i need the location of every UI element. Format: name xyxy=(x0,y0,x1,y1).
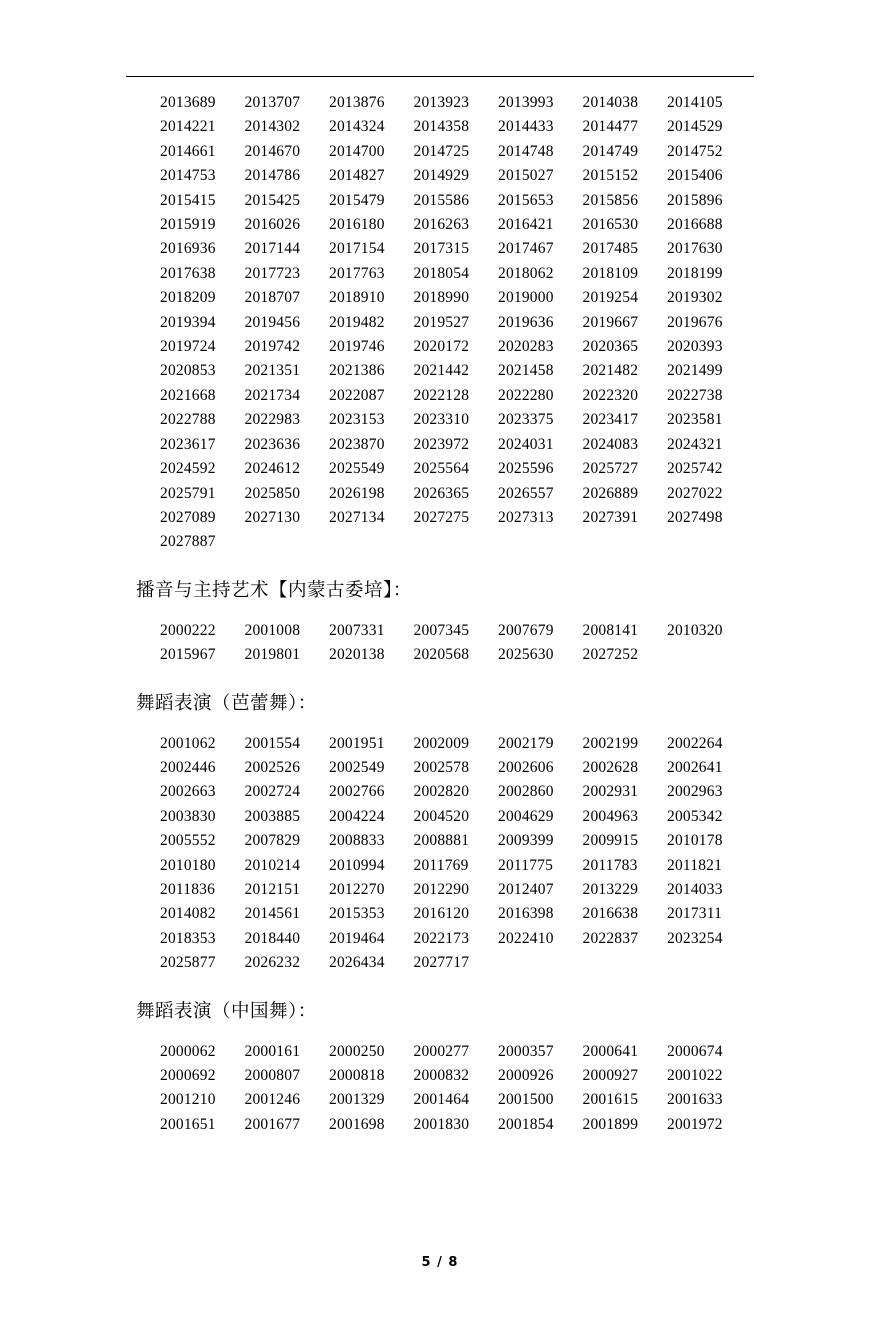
candidate-number: 2002009 xyxy=(413,734,470,752)
candidate-number: 2001246 xyxy=(244,1091,301,1109)
candidate-number: 2021668 xyxy=(160,386,216,404)
candidate-number: 2023375 xyxy=(498,411,554,429)
candidate-number: 2002641 xyxy=(667,758,723,776)
candidate-number: 2014786 xyxy=(244,167,301,185)
candidate-number: 2025791 xyxy=(160,484,216,502)
number-row xyxy=(126,878,754,902)
candidate-number: 2003830 xyxy=(160,807,216,825)
number-row xyxy=(126,213,754,237)
candidate-number: 2008141 xyxy=(582,621,639,639)
candidate-number: 2010214 xyxy=(244,856,301,874)
candidate-number: 2020568 xyxy=(413,646,470,664)
candidate-number: 2015406 xyxy=(667,167,723,185)
candidate-number: 2000674 xyxy=(667,1042,723,1060)
candidate-number: 2021442 xyxy=(413,362,470,380)
candidate-number: 2007331 xyxy=(329,621,385,639)
candidate-number: 2027313 xyxy=(498,508,554,526)
candidate-number: 2014529 xyxy=(667,118,723,136)
candidate-number: 2022983 xyxy=(244,411,301,429)
candidate-number: 2004520 xyxy=(413,807,470,825)
candidate-number: 2024031 xyxy=(498,435,554,453)
candidate-number: 2014752 xyxy=(667,142,723,160)
candidate-number: 2003885 xyxy=(244,807,301,825)
candidate-number: 2012407 xyxy=(498,880,554,898)
candidate-number: 2007829 xyxy=(244,832,301,850)
number-row xyxy=(126,756,754,780)
section-heading: 播音与主持艺术【内蒙古委培】： xyxy=(136,579,412,601)
candidate-number: 2021458 xyxy=(498,362,554,380)
candidate-number: 2017315 xyxy=(413,240,470,258)
candidate-number: 2020138 xyxy=(329,646,385,664)
candidate-number: 2022173 xyxy=(413,929,470,947)
page-number: 5 / 8 xyxy=(421,1255,459,1270)
candidate-number: 2016421 xyxy=(498,216,554,234)
candidate-number: 2002264 xyxy=(667,734,723,752)
candidate-number: 2002549 xyxy=(329,758,385,776)
candidate-number: 2026198 xyxy=(329,484,385,502)
candidate-number: 2018353 xyxy=(160,929,216,947)
candidate-number: 2016263 xyxy=(413,216,470,234)
candidate-number: 2015919 xyxy=(160,216,216,234)
number-row xyxy=(126,619,754,643)
candidate-number: 2027089 xyxy=(160,508,216,526)
candidate-number: 2016936 xyxy=(160,240,216,258)
candidate-number: 2019527 xyxy=(413,313,470,331)
candidate-number: 2025727 xyxy=(582,460,639,478)
candidate-number: 2018209 xyxy=(160,289,216,307)
candidate-number: 2025877 xyxy=(160,954,216,972)
candidate-number: 2010180 xyxy=(160,856,216,874)
candidate-number: 2015586 xyxy=(413,191,470,209)
candidate-number: 2000807 xyxy=(244,1067,301,1084)
number-row xyxy=(126,780,754,804)
candidate-number: 2014749 xyxy=(582,142,639,160)
candidate-number: 2027498 xyxy=(667,508,723,526)
document-page xyxy=(0,76,880,1320)
candidate-number: 2010994 xyxy=(329,856,385,874)
candidate-number: 2004224 xyxy=(329,807,385,825)
candidate-number: 2005552 xyxy=(160,832,216,850)
candidate-number: 2027275 xyxy=(413,508,470,526)
candidate-number: 2019667 xyxy=(582,313,639,331)
candidate-number: 2021734 xyxy=(244,386,301,404)
candidate-number: 2002199 xyxy=(582,734,639,752)
section-heading: 舞蹈表演（中国舞）： xyxy=(136,1000,317,1022)
candidate-number: 2027130 xyxy=(244,508,301,526)
candidate-number: 2022320 xyxy=(582,386,639,404)
candidate-number: 2015967 xyxy=(160,646,216,664)
candidate-number: 2002931 xyxy=(582,783,639,801)
candidate-number: 2027717 xyxy=(413,954,470,972)
candidate-number: 2026365 xyxy=(413,484,470,502)
candidate-number: 2017630 xyxy=(667,240,723,258)
candidate-number: 2019676 xyxy=(667,313,723,331)
section-heading: 舞蹈表演（芭蕾舞）： xyxy=(136,692,317,714)
candidate-number: 2005342 xyxy=(667,807,723,825)
candidate-number: 2015425 xyxy=(244,191,301,209)
candidate-number: 2020283 xyxy=(498,338,554,356)
candidate-number: 2019801 xyxy=(244,646,301,664)
candidate-number: 2024612 xyxy=(244,460,301,478)
candidate-number: 2000926 xyxy=(498,1067,554,1084)
candidate-number: 2019746 xyxy=(329,338,385,356)
number-row xyxy=(126,262,754,286)
candidate-number: 2001677 xyxy=(244,1115,301,1133)
candidate-number: 2002663 xyxy=(160,783,216,801)
candidate-number: 2014561 xyxy=(244,905,301,923)
candidate-number: 2002526 xyxy=(244,758,301,776)
candidate-number: 2017485 xyxy=(582,240,639,258)
candidate-number: 2026434 xyxy=(329,954,385,972)
candidate-number: 2013923 xyxy=(413,94,470,111)
candidate-number: 2014324 xyxy=(329,118,385,136)
candidate-number: 2019254 xyxy=(582,289,639,307)
candidate-number: 2023617 xyxy=(160,435,216,453)
candidate-number: 2018910 xyxy=(329,289,385,307)
candidate-number: 2027391 xyxy=(582,508,639,526)
candidate-number: 2000277 xyxy=(413,1042,470,1060)
number-row xyxy=(126,482,754,506)
candidate-number: 2009915 xyxy=(582,832,639,850)
candidate-number: 2004963 xyxy=(582,807,639,825)
candidate-number: 2019636 xyxy=(498,313,554,331)
number-row xyxy=(126,286,754,310)
candidate-number: 2001210 xyxy=(160,1091,216,1109)
candidate-number: 2001854 xyxy=(498,1115,554,1133)
candidate-number: 2022837 xyxy=(582,929,639,947)
candidate-number: 2026889 xyxy=(582,484,639,502)
candidate-number: 2018199 xyxy=(667,264,723,282)
candidate-number: 2021482 xyxy=(582,362,639,380)
number-row xyxy=(126,311,754,335)
candidate-number: 2015353 xyxy=(329,905,385,923)
candidate-number: 2002724 xyxy=(244,783,301,801)
candidate-number: 2001022 xyxy=(667,1067,723,1084)
number-row xyxy=(126,335,754,359)
candidate-number: 2022410 xyxy=(498,929,554,947)
number-row xyxy=(126,1040,754,1064)
candidate-number: 2024592 xyxy=(160,460,216,478)
candidate-number: 2000927 xyxy=(582,1067,639,1084)
candidate-number: 2025564 xyxy=(413,460,470,478)
candidate-number: 2017638 xyxy=(160,264,216,282)
number-list xyxy=(126,619,754,668)
candidate-number: 2021351 xyxy=(244,362,301,380)
candidate-number: 2018062 xyxy=(498,264,554,282)
candidate-number: 2014748 xyxy=(498,142,554,160)
candidate-number: 2015152 xyxy=(582,167,639,185)
candidate-number: 2001972 xyxy=(667,1115,723,1133)
candidate-number: 2008833 xyxy=(329,832,385,850)
candidate-number: 2009399 xyxy=(498,832,554,850)
candidate-number: 2018054 xyxy=(413,264,470,282)
candidate-number: 2022087 xyxy=(329,386,385,404)
number-row xyxy=(126,140,754,164)
candidate-number: 2001329 xyxy=(329,1091,385,1109)
candidate-number: 2000062 xyxy=(160,1042,216,1060)
candidate-number: 2002766 xyxy=(329,783,385,801)
candidate-number: 2015896 xyxy=(667,191,723,209)
candidate-number: 2001698 xyxy=(329,1115,385,1133)
candidate-number: 2021386 xyxy=(329,362,385,380)
candidate-number: 2022128 xyxy=(413,386,470,404)
candidate-number: 2002820 xyxy=(413,783,470,801)
number-list xyxy=(126,1040,754,1138)
number-row xyxy=(126,189,754,213)
number-row xyxy=(126,115,754,139)
number-row xyxy=(126,457,754,481)
candidate-number: 2012290 xyxy=(413,880,470,898)
candidate-number: 2019742 xyxy=(244,338,301,356)
candidate-number: 2014082 xyxy=(160,905,216,923)
number-row xyxy=(126,506,754,530)
candidate-number: 2001651 xyxy=(160,1115,216,1133)
candidate-number: 2017723 xyxy=(244,264,301,282)
candidate-number: 2014700 xyxy=(329,142,385,160)
document-body xyxy=(126,91,754,1137)
candidate-number: 2002606 xyxy=(498,758,554,776)
candidate-number: 2015653 xyxy=(498,191,554,209)
number-row xyxy=(126,384,754,408)
candidate-number: 2016180 xyxy=(329,216,385,234)
candidate-number: 2019456 xyxy=(244,313,301,331)
candidate-number: 2000250 xyxy=(329,1042,385,1060)
candidate-number: 2001951 xyxy=(329,734,385,752)
candidate-number: 2019302 xyxy=(667,289,723,307)
candidate-number: 2016688 xyxy=(667,216,723,234)
candidate-number: 2012270 xyxy=(329,880,385,898)
candidate-number: 2011775 xyxy=(498,856,554,874)
candidate-number: 2019482 xyxy=(329,313,385,331)
number-row xyxy=(126,1113,754,1137)
number-row xyxy=(126,829,754,853)
candidate-number: 2017144 xyxy=(244,240,301,258)
candidate-number: 2019464 xyxy=(329,929,385,947)
candidate-number: 2020172 xyxy=(413,338,470,356)
header-divider xyxy=(126,76,754,77)
candidate-number: 2014105 xyxy=(667,94,723,111)
number-row xyxy=(126,927,754,951)
number-row xyxy=(126,732,754,756)
candidate-number: 2024083 xyxy=(582,435,639,453)
candidate-number: 2017311 xyxy=(667,905,723,923)
candidate-number: 2008881 xyxy=(413,832,470,850)
number-row xyxy=(126,805,754,829)
candidate-number: 2001464 xyxy=(413,1091,470,1109)
number-row xyxy=(126,1088,754,1112)
candidate-number: 2000222 xyxy=(160,621,216,639)
candidate-number: 2018440 xyxy=(244,929,301,947)
candidate-number: 2023972 xyxy=(413,435,470,453)
candidate-number: 2002860 xyxy=(498,783,554,801)
candidate-number: 2027134 xyxy=(329,508,385,526)
candidate-number: 2000161 xyxy=(244,1042,301,1060)
candidate-number: 2013689 xyxy=(160,94,216,111)
candidate-number: 2001615 xyxy=(582,1091,639,1109)
candidate-number: 2004629 xyxy=(498,807,554,825)
candidate-number: 2016530 xyxy=(582,216,639,234)
candidate-number: 2002628 xyxy=(582,758,639,776)
number-row xyxy=(126,643,754,667)
candidate-number: 2020393 xyxy=(667,338,723,356)
number-row xyxy=(126,854,754,878)
candidate-number: 2011821 xyxy=(667,856,723,874)
candidate-number: 2014661 xyxy=(160,142,216,160)
candidate-number: 2014827 xyxy=(329,167,385,185)
candidate-number: 2014670 xyxy=(244,142,301,160)
candidate-number: 2007345 xyxy=(413,621,470,639)
candidate-number: 2026232 xyxy=(244,954,301,972)
candidate-number: 2013876 xyxy=(329,94,385,111)
candidate-number: 2017763 xyxy=(329,264,385,282)
candidate-number: 2000818 xyxy=(329,1067,385,1084)
candidate-number: 2023870 xyxy=(329,435,385,453)
candidate-number: 2025850 xyxy=(244,484,301,502)
candidate-number: 2011783 xyxy=(582,856,638,874)
candidate-number: 2016398 xyxy=(498,905,554,923)
candidate-number: 2014725 xyxy=(413,142,470,160)
candidate-number: 2018707 xyxy=(244,289,301,307)
candidate-number: 2014477 xyxy=(582,118,639,136)
candidate-number: 2002963 xyxy=(667,783,723,801)
candidate-number: 2027887 xyxy=(160,533,216,551)
candidate-number: 2025630 xyxy=(498,646,554,664)
candidate-number: 2010178 xyxy=(667,832,723,850)
number-row xyxy=(126,408,754,432)
candidate-number: 2025596 xyxy=(498,460,554,478)
candidate-number: 2013707 xyxy=(244,94,301,111)
candidate-number: 2023636 xyxy=(244,435,301,453)
candidate-number: 2018109 xyxy=(582,264,639,282)
candidate-number: 2014033 xyxy=(667,880,723,898)
number-row xyxy=(126,237,754,261)
candidate-number: 2013229 xyxy=(582,880,639,898)
candidate-number: 2027252 xyxy=(582,646,639,664)
candidate-number: 2025742 xyxy=(667,460,723,478)
number-row xyxy=(126,530,754,554)
candidate-number: 2020365 xyxy=(582,338,639,356)
candidate-number: 2025549 xyxy=(329,460,385,478)
candidate-number: 2027022 xyxy=(667,484,723,502)
candidate-number: 2023417 xyxy=(582,411,639,429)
candidate-number: 2002578 xyxy=(413,758,470,776)
candidate-number: 2001899 xyxy=(582,1115,639,1133)
candidate-number: 2001008 xyxy=(244,621,301,639)
candidate-number: 2001554 xyxy=(244,734,301,752)
candidate-number: 2000832 xyxy=(413,1067,470,1084)
candidate-number: 2014302 xyxy=(244,118,301,136)
candidate-number: 2020853 xyxy=(160,362,216,380)
candidate-number: 2023581 xyxy=(667,411,723,429)
candidate-number: 2002446 xyxy=(160,758,216,776)
candidate-number: 2007679 xyxy=(498,621,554,639)
candidate-number: 2021499 xyxy=(667,362,723,380)
candidate-number: 2015415 xyxy=(160,191,216,209)
candidate-number: 2019724 xyxy=(160,338,216,356)
candidate-number: 2014433 xyxy=(498,118,554,136)
number-row xyxy=(126,359,754,383)
candidate-number: 2014038 xyxy=(582,94,639,111)
candidate-number: 2015856 xyxy=(582,191,639,209)
candidate-number: 2018990 xyxy=(413,289,470,307)
candidate-number: 2015479 xyxy=(329,191,385,209)
candidate-number: 2019000 xyxy=(498,289,554,307)
candidate-number: 2015027 xyxy=(498,167,554,185)
number-row xyxy=(126,164,754,188)
candidate-number: 2002179 xyxy=(498,734,554,752)
number-list xyxy=(126,91,754,555)
candidate-number: 2013993 xyxy=(498,94,554,111)
number-row xyxy=(126,91,754,115)
candidate-number: 2017467 xyxy=(498,240,554,258)
candidate-number: 2024321 xyxy=(667,435,723,453)
number-row xyxy=(126,902,754,926)
candidate-number: 2017154 xyxy=(329,240,385,258)
candidate-number: 2023254 xyxy=(667,929,723,947)
candidate-number: 2012151 xyxy=(244,880,301,898)
candidate-number: 2016026 xyxy=(244,216,301,234)
candidate-number: 2001062 xyxy=(160,734,216,752)
candidate-number: 2022788 xyxy=(160,411,216,429)
candidate-number: 2001500 xyxy=(498,1091,554,1109)
candidate-number: 2000692 xyxy=(160,1067,216,1084)
candidate-number: 2014929 xyxy=(413,167,470,185)
candidate-number: 2023310 xyxy=(413,411,470,429)
candidate-number: 2026557 xyxy=(498,484,554,502)
candidate-number: 2001633 xyxy=(667,1091,723,1109)
candidate-number: 2014221 xyxy=(160,118,216,136)
candidate-number: 2022280 xyxy=(498,386,554,404)
candidate-number: 2014358 xyxy=(413,118,470,136)
candidate-number: 2011769 xyxy=(413,856,469,874)
number-row xyxy=(126,1064,754,1088)
candidate-number: 2016120 xyxy=(413,905,470,923)
candidate-number: 2000641 xyxy=(582,1042,639,1060)
candidate-number: 2010320 xyxy=(667,621,723,639)
number-row xyxy=(126,433,754,457)
candidate-number: 2000357 xyxy=(498,1042,554,1060)
candidate-number: 2001830 xyxy=(413,1115,470,1133)
candidate-number: 2022738 xyxy=(667,386,723,404)
candidate-number: 2019394 xyxy=(160,313,216,331)
candidate-number: 2011836 xyxy=(160,880,216,898)
number-list xyxy=(126,732,754,976)
candidate-number: 2014753 xyxy=(160,167,216,185)
candidate-number: 2023153 xyxy=(329,411,385,429)
number-row xyxy=(126,951,754,975)
candidate-number: 2016638 xyxy=(582,905,639,923)
